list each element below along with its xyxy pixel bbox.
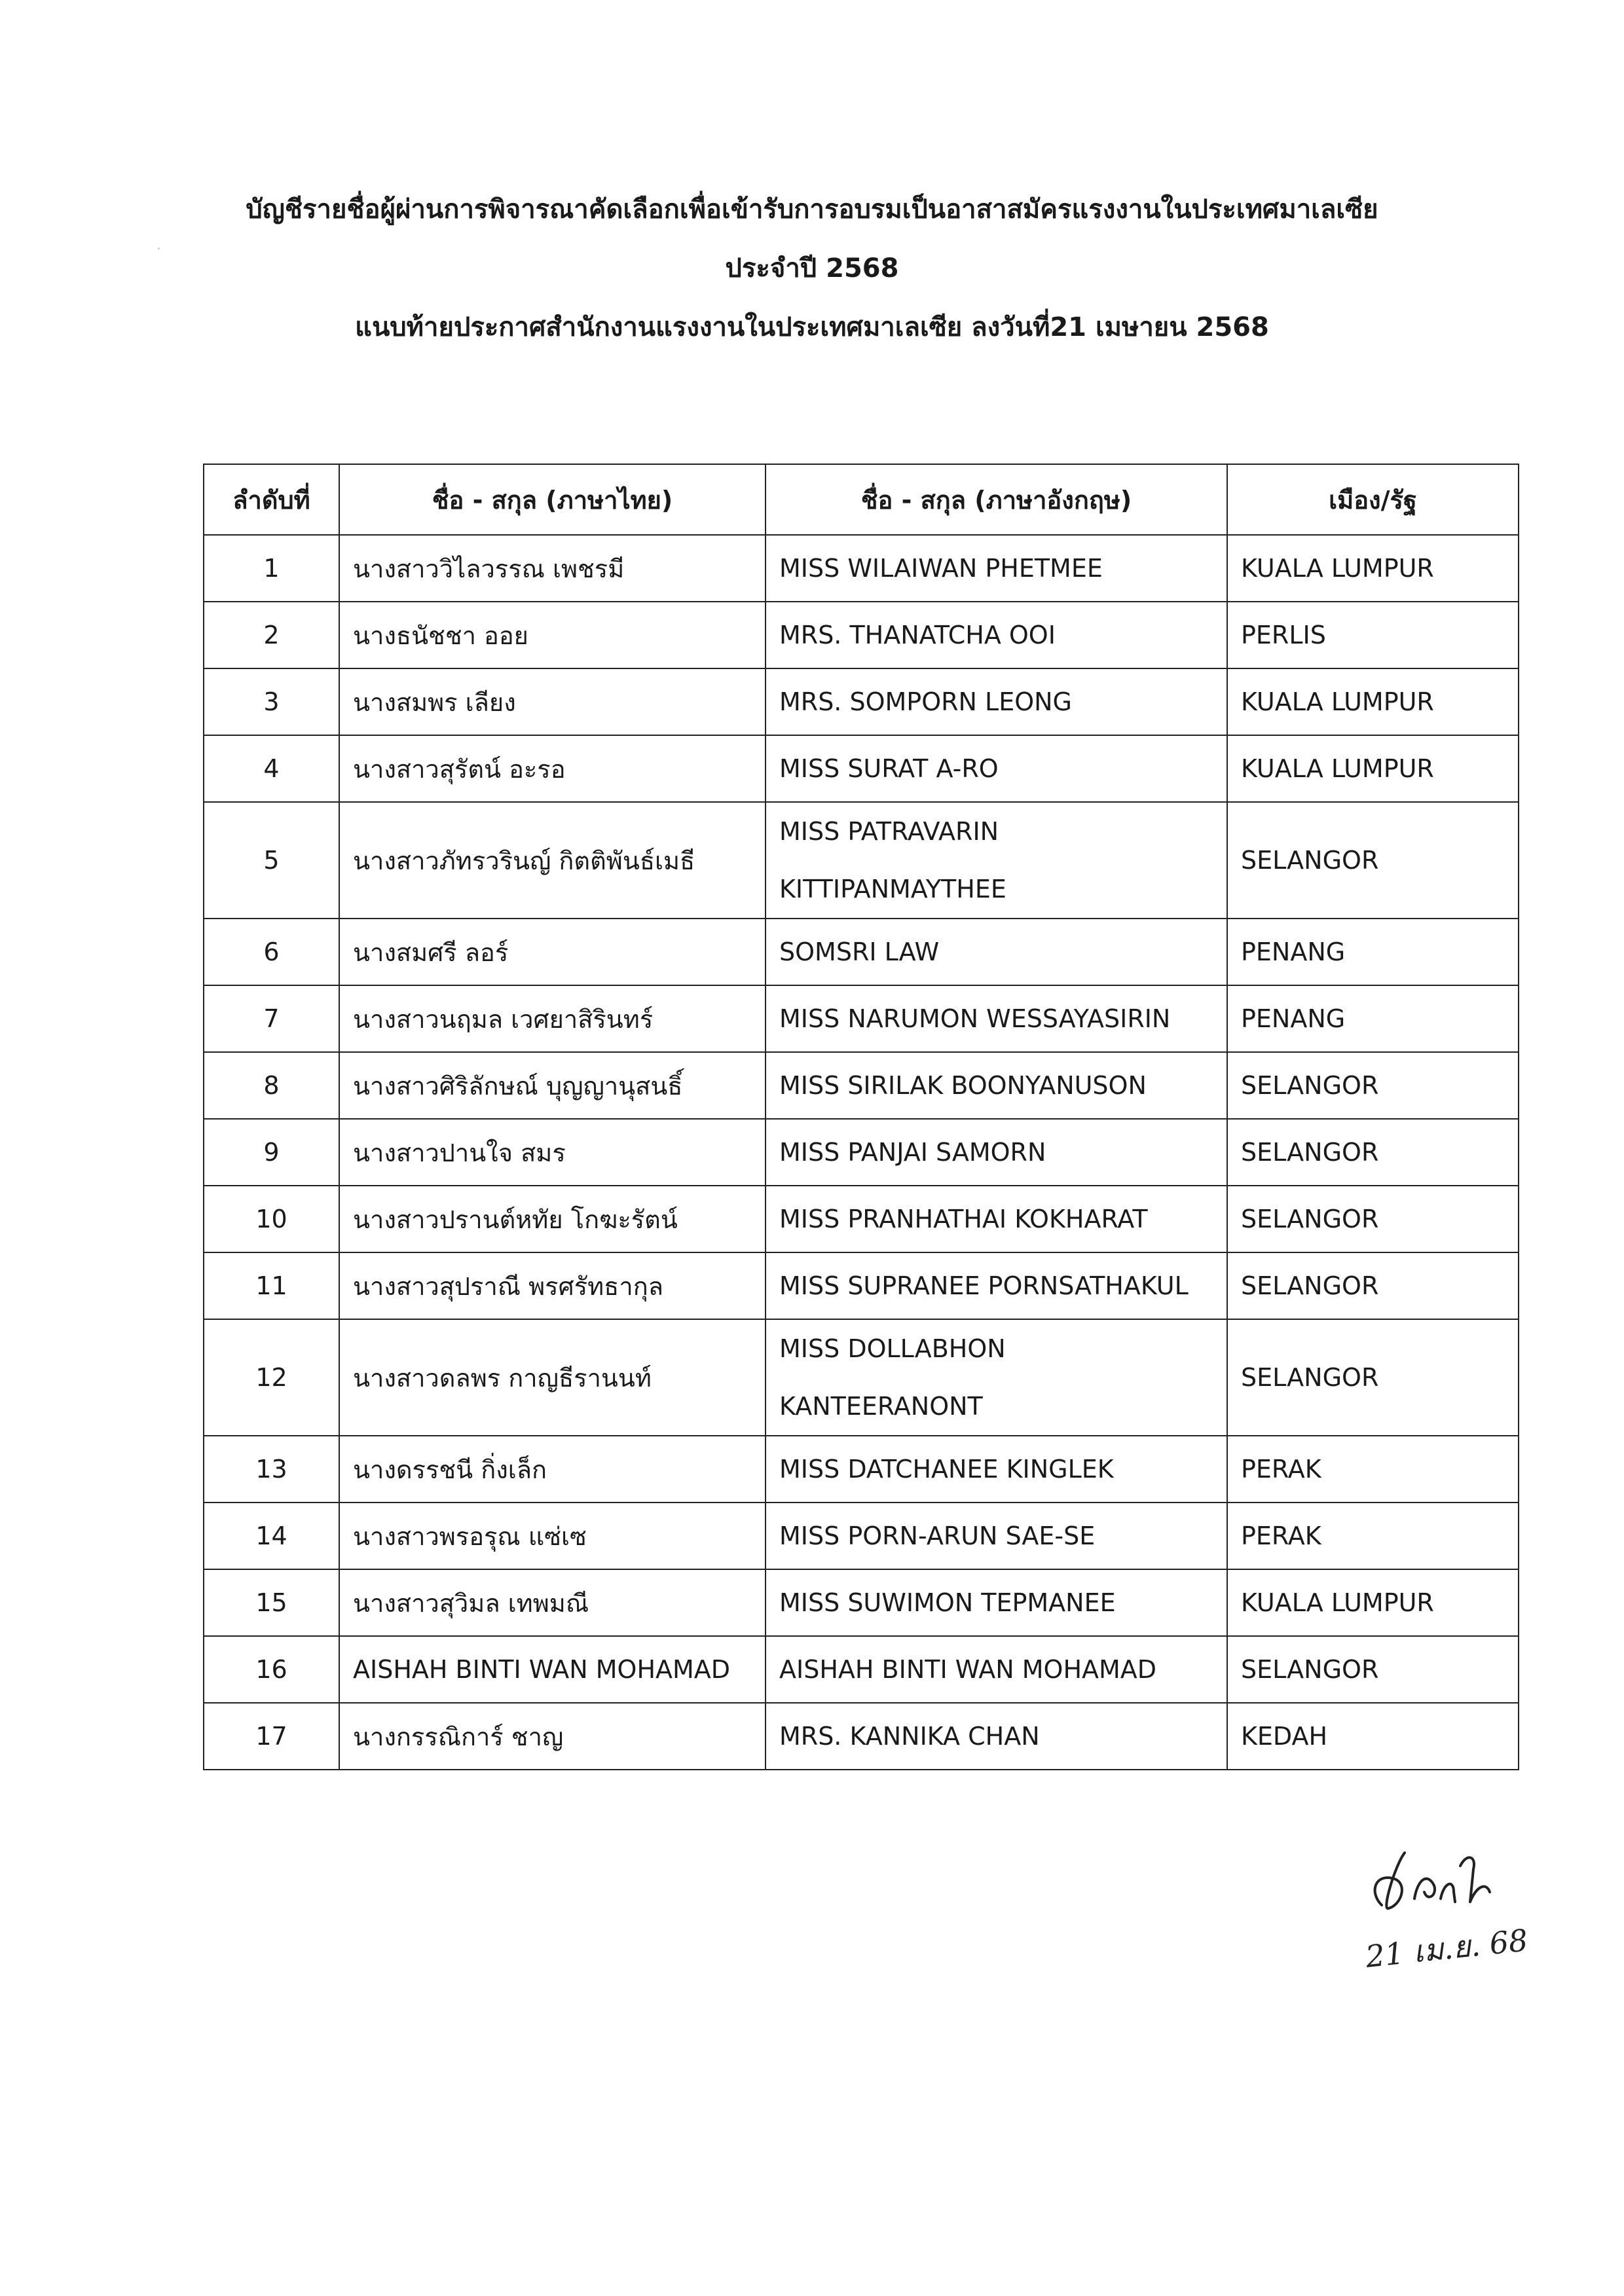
table-header-row bbox=[204, 464, 1519, 535]
cell-thai-name: AISHAH BINTI WAN MOHAMAD bbox=[339, 1636, 766, 1703]
cell-english-name: SOMSRI LAW bbox=[766, 919, 1227, 985]
cell-thai-name: นางสาวภัทรวรินญ์ กิตติพันธ์เมธี bbox=[339, 802, 766, 919]
cell-thai-name: นางสาวสุวิมล เทพมณี bbox=[339, 1569, 766, 1636]
cell-state: SELANGOR bbox=[1227, 802, 1519, 919]
table-row bbox=[204, 1569, 1519, 1636]
cell-thai-name: นางสาวสุปราณี พรศรัทธากุล bbox=[339, 1252, 766, 1319]
cell-state: SELANGOR bbox=[1227, 1319, 1519, 1436]
cell-english-name: MISS SURAT A-RO bbox=[766, 735, 1227, 802]
cell-state: KUALA LUMPUR bbox=[1227, 668, 1519, 735]
table-row bbox=[204, 985, 1519, 1052]
cell-thai-name: นางสาวพรอรุณ แซ่เซ bbox=[339, 1503, 766, 1569]
cell-english-name: MISS SIRILAK BOONYANUSON bbox=[766, 1052, 1227, 1119]
cell-state: KEDAH bbox=[1227, 1703, 1519, 1770]
cell-english-name: MISS PRANHATHAI KOKHARAT bbox=[766, 1186, 1227, 1252]
scan-speck: · bbox=[157, 242, 161, 255]
cell-order: 17 bbox=[204, 1703, 339, 1770]
table-row bbox=[204, 1503, 1519, 1569]
cell-order: 4 bbox=[204, 735, 339, 802]
cell-english-name: MISS DOLLABHON KANTEERANONT bbox=[766, 1319, 1227, 1436]
cell-english-name: MISS NARUMON WESSAYASIRIN bbox=[766, 985, 1227, 1052]
cell-state: PERLIS bbox=[1227, 602, 1519, 668]
cell-english-name: MISS PORN-ARUN SAE-SE bbox=[766, 1503, 1227, 1569]
table-row bbox=[204, 1252, 1519, 1319]
table-row bbox=[204, 1703, 1519, 1770]
cell-order: 15 bbox=[204, 1569, 339, 1636]
cell-state: PERAK bbox=[1227, 1436, 1519, 1503]
cell-thai-name: นางกรรณิการ์ ชาญ bbox=[339, 1703, 766, 1770]
cell-thai-name: นางสาวปรานต์หทัย โกฆะรัตน์ bbox=[339, 1186, 766, 1252]
cell-thai-name: นางสาวศิริลักษณ์ บุญญานุสนธิ์ bbox=[339, 1052, 766, 1119]
table-row bbox=[204, 602, 1519, 668]
cell-thai-name: นางดรรชนี กิ่งเล็ก bbox=[339, 1436, 766, 1503]
cell-state: SELANGOR bbox=[1227, 1186, 1519, 1252]
cell-english-name: MISS WILAIWAN PHETMEE bbox=[766, 535, 1227, 602]
cell-thai-name: นางสาววิไลวรรณ เพชรมี bbox=[339, 535, 766, 602]
cell-english-name: MRS. SOMPORN LEONG bbox=[766, 668, 1227, 735]
cell-order: 3 bbox=[204, 668, 339, 735]
cell-english-name: AISHAH BINTI WAN MOHAMAD bbox=[766, 1636, 1227, 1703]
cell-english-name: MISS SUPRANEE PORNSATHAKUL bbox=[766, 1252, 1227, 1319]
table-row bbox=[204, 535, 1519, 602]
table-row bbox=[204, 1186, 1519, 1252]
cell-state: SELANGOR bbox=[1227, 1252, 1519, 1319]
cell-thai-name: นางสาวนฤมล เวศยาสิรินทร์ bbox=[339, 985, 766, 1052]
cell-order: 10 bbox=[204, 1186, 339, 1252]
cell-state: SELANGOR bbox=[1227, 1119, 1519, 1186]
title-line-3: แนบท้ายประกาศสำนักงานแรงงานในประเทศมาเลเซีย ลงวันที่21 เมษายน 2568 bbox=[355, 312, 1269, 342]
document-title bbox=[0, 180, 1624, 357]
candidate-table bbox=[203, 464, 1519, 1770]
header-english-name: ชื่อ - สกุล (ภาษาอังกฤษ) bbox=[766, 464, 1227, 535]
cell-order: 13 bbox=[204, 1436, 339, 1503]
table-row bbox=[204, 1052, 1519, 1119]
cell-order: 11 bbox=[204, 1252, 339, 1319]
cell-english-name: MISS PANJAI SAMORN bbox=[766, 1119, 1227, 1186]
cell-order: 1 bbox=[204, 535, 339, 602]
header-thai-name: ชื่อ - สกุล (ภาษาไทย) bbox=[339, 464, 766, 535]
cell-thai-name: นางธนัชชา ออย bbox=[339, 602, 766, 668]
cell-order: 7 bbox=[204, 985, 339, 1052]
cell-order: 16 bbox=[204, 1636, 339, 1703]
table-row bbox=[204, 919, 1519, 985]
cell-order: 14 bbox=[204, 1503, 339, 1569]
cell-english-name: MISS SUWIMON TEPMANEE bbox=[766, 1569, 1227, 1636]
table-row bbox=[204, 735, 1519, 802]
cell-thai-name: นางสมพร เลียง bbox=[339, 668, 766, 735]
table-row bbox=[204, 802, 1519, 919]
cell-order: 12 bbox=[204, 1319, 339, 1436]
cell-order: 9 bbox=[204, 1119, 339, 1186]
cell-order: 6 bbox=[204, 919, 339, 985]
cell-state: PENANG bbox=[1227, 985, 1519, 1052]
table-row bbox=[204, 1636, 1519, 1703]
cell-thai-name: นางสมศรี ลอร์ bbox=[339, 919, 766, 985]
cell-state: KUALA LUMPUR bbox=[1227, 1569, 1519, 1636]
table-row bbox=[204, 1119, 1519, 1186]
header-state: เมือง/รัฐ bbox=[1227, 464, 1519, 535]
handwritten-date: 21 เม.ย. 68 bbox=[1363, 1922, 1530, 1975]
title-line-2: ประจำปี 2568 bbox=[725, 253, 899, 283]
cell-state: SELANGOR bbox=[1227, 1636, 1519, 1703]
cell-thai-name: นางสาวสุรัตน์ อะรอ bbox=[339, 735, 766, 802]
table-row bbox=[204, 668, 1519, 735]
cell-state: KUALA LUMPUR bbox=[1227, 735, 1519, 802]
cell-english-name: MISS PATRAVARIN KITTIPANMAYTHEE bbox=[766, 802, 1227, 919]
table-row bbox=[204, 1319, 1519, 1436]
cell-english-name: MISS DATCHANEE KINGLEK bbox=[766, 1436, 1227, 1503]
table-row bbox=[204, 1436, 1519, 1503]
header-order: ลำดับที่ bbox=[204, 464, 339, 535]
cell-state: SELANGOR bbox=[1227, 1052, 1519, 1119]
cell-order: 2 bbox=[204, 602, 339, 668]
cell-state: PERAK bbox=[1227, 1503, 1519, 1569]
cell-thai-name: นางสาวปานใจ สมร bbox=[339, 1119, 766, 1186]
cell-english-name: MRS. THANATCHA OOI bbox=[766, 602, 1227, 668]
cell-order: 8 bbox=[204, 1052, 339, 1119]
title-line-1: บัญชีรายชื่อผู้ผ่านการพิจารณาคัดเลือกเพื่อเข้ารับการอบรมเป็นอาสาสมัครแรงงานในประเทศมาเลเซีย bbox=[246, 194, 1378, 225]
cell-order: 5 bbox=[204, 802, 339, 919]
cell-english-name: MRS. KANNIKA CHAN bbox=[766, 1703, 1227, 1770]
cell-thai-name: นางสาวดลพร กาญธีรานนท์ bbox=[339, 1319, 766, 1436]
cell-state: KUALA LUMPUR bbox=[1227, 535, 1519, 602]
cell-state: PENANG bbox=[1227, 919, 1519, 985]
